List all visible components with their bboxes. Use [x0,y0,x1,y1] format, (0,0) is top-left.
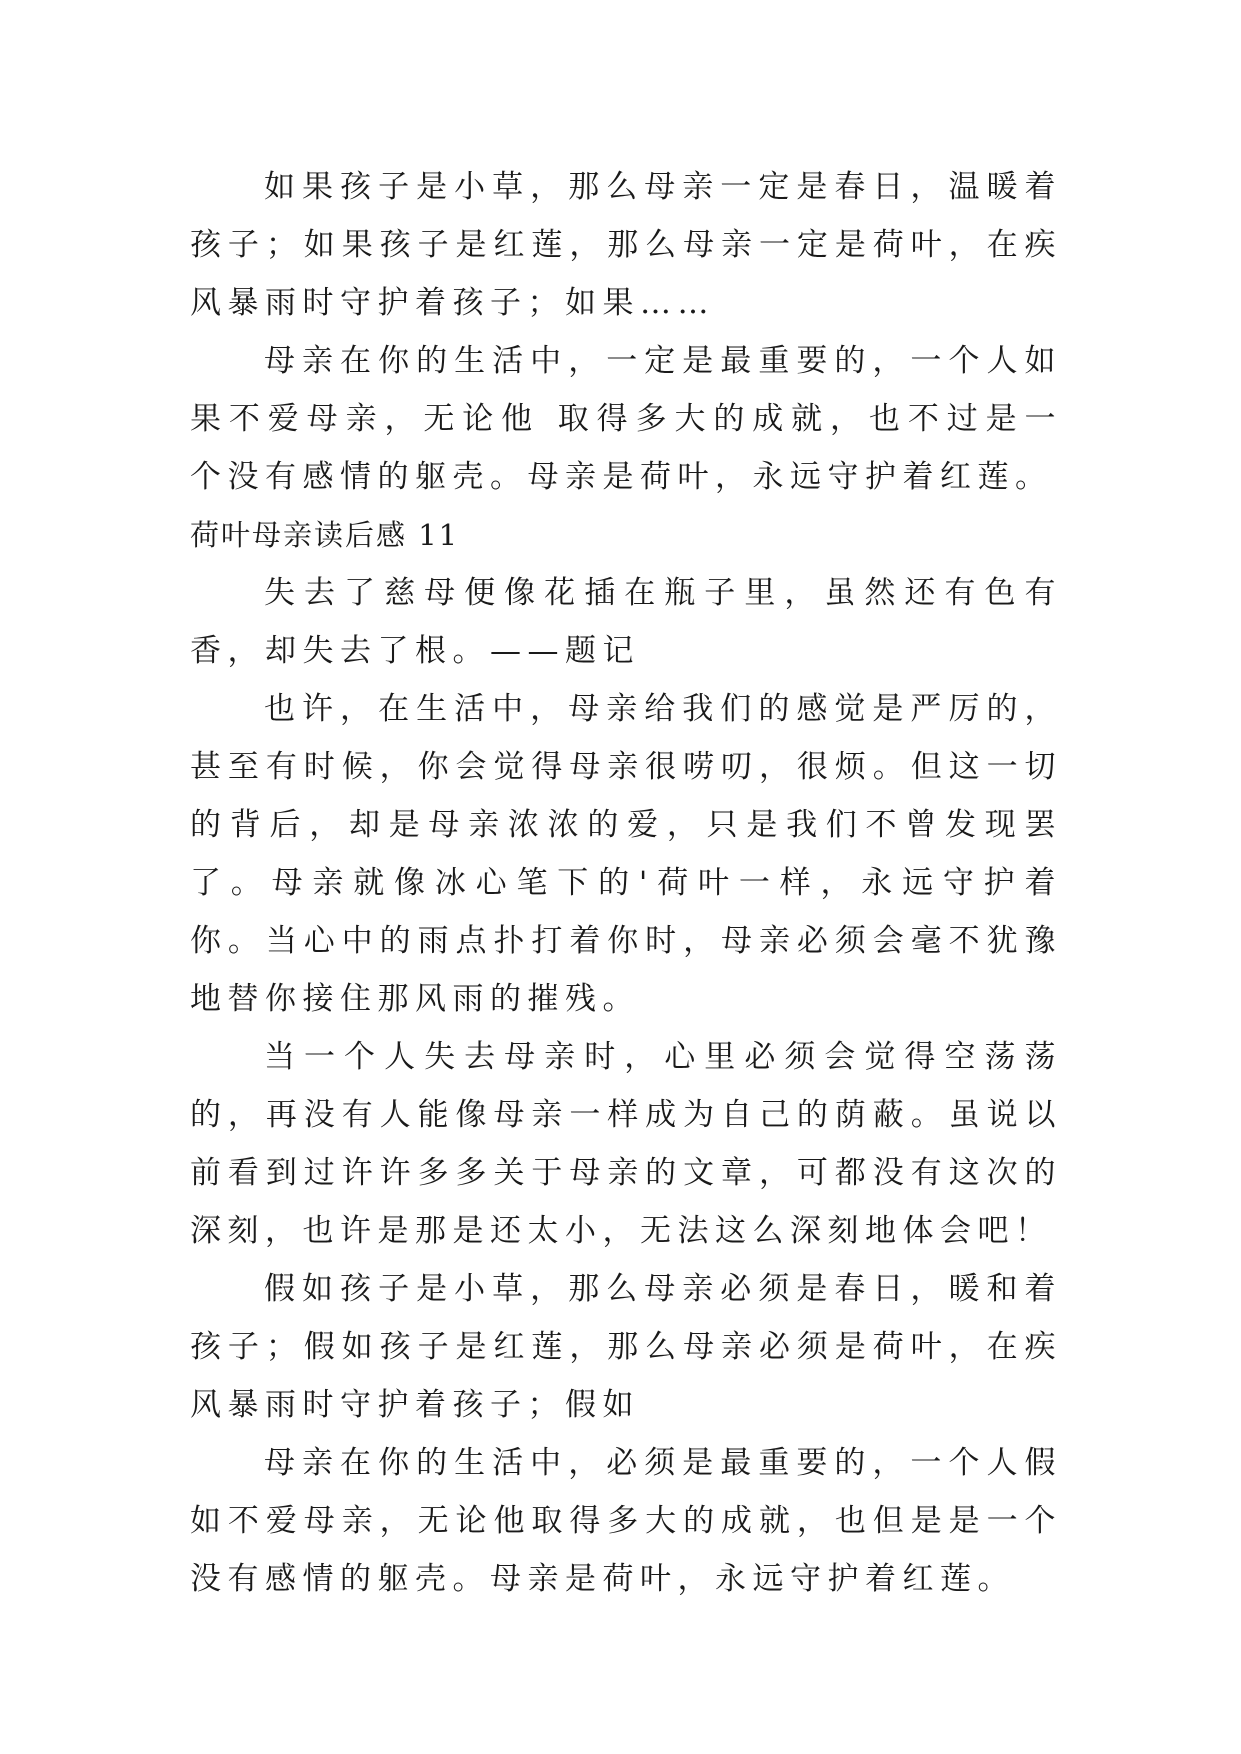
document-body [190,158,1062,1608]
section-heading: 荷叶母亲读后感 11 [190,518,460,552]
paragraph: 假如孩子是小草，那么母亲必须是春日，暖和着孩子；假如孩子是红莲，那么母亲必须是荷叶，在疾风暴雨时守护着孩子；假如 [190,1271,1062,1423]
paragraph: 也许，在生活中，母亲给我们的感觉是严厉的，甚至有时候，你会觉得母亲很唠叨，很烦。但这一切的背后，却是母亲浓浓的爱，只是我们不曾发现罢了。母亲就像冰心笔下的'荷叶一样，永远守护着你。当心中的雨点扑打着你时，母亲必须会毫不犹豫地替你接住那风雨的摧残。 [190,691,1062,1017]
paragraph: 母亲在你的生活中，一定是最重要的，一个人如果不爱母亲，无论他 取得多大的成就，也不过是一个没有感情的躯壳。母亲是荷叶，永远守护着红莲。 [190,343,1062,495]
paragraph: 当一个人失去母亲时，心里必须会觉得空荡荡的，再没有人能像母亲一样成为自己的荫蔽。虽说以前看到过许许多多关于母亲的文章，可都没有这次的深刻，也许是那是还太小，无法这么深刻地体会吧！ [190,1039,1062,1249]
epigraph-paragraph: 失去了慈母便像花插在瓶子里，虽然还有色有香，却失去了根。——题记 [190,575,1062,669]
paragraph: 如果孩子是小草，那么母亲一定是春日，温暖着孩子；如果孩子是红莲，那么母亲一定是荷叶，在疾风暴雨时守护着孩子；如果…… [190,169,1062,321]
paragraph: 母亲在你的生活中，必须是最重要的，一个人假如不爱母亲，无论他取得多大的成就，也但是是一个没有感情的躯壳。母亲是荷叶，永远守护着红莲。 [190,1445,1062,1597]
